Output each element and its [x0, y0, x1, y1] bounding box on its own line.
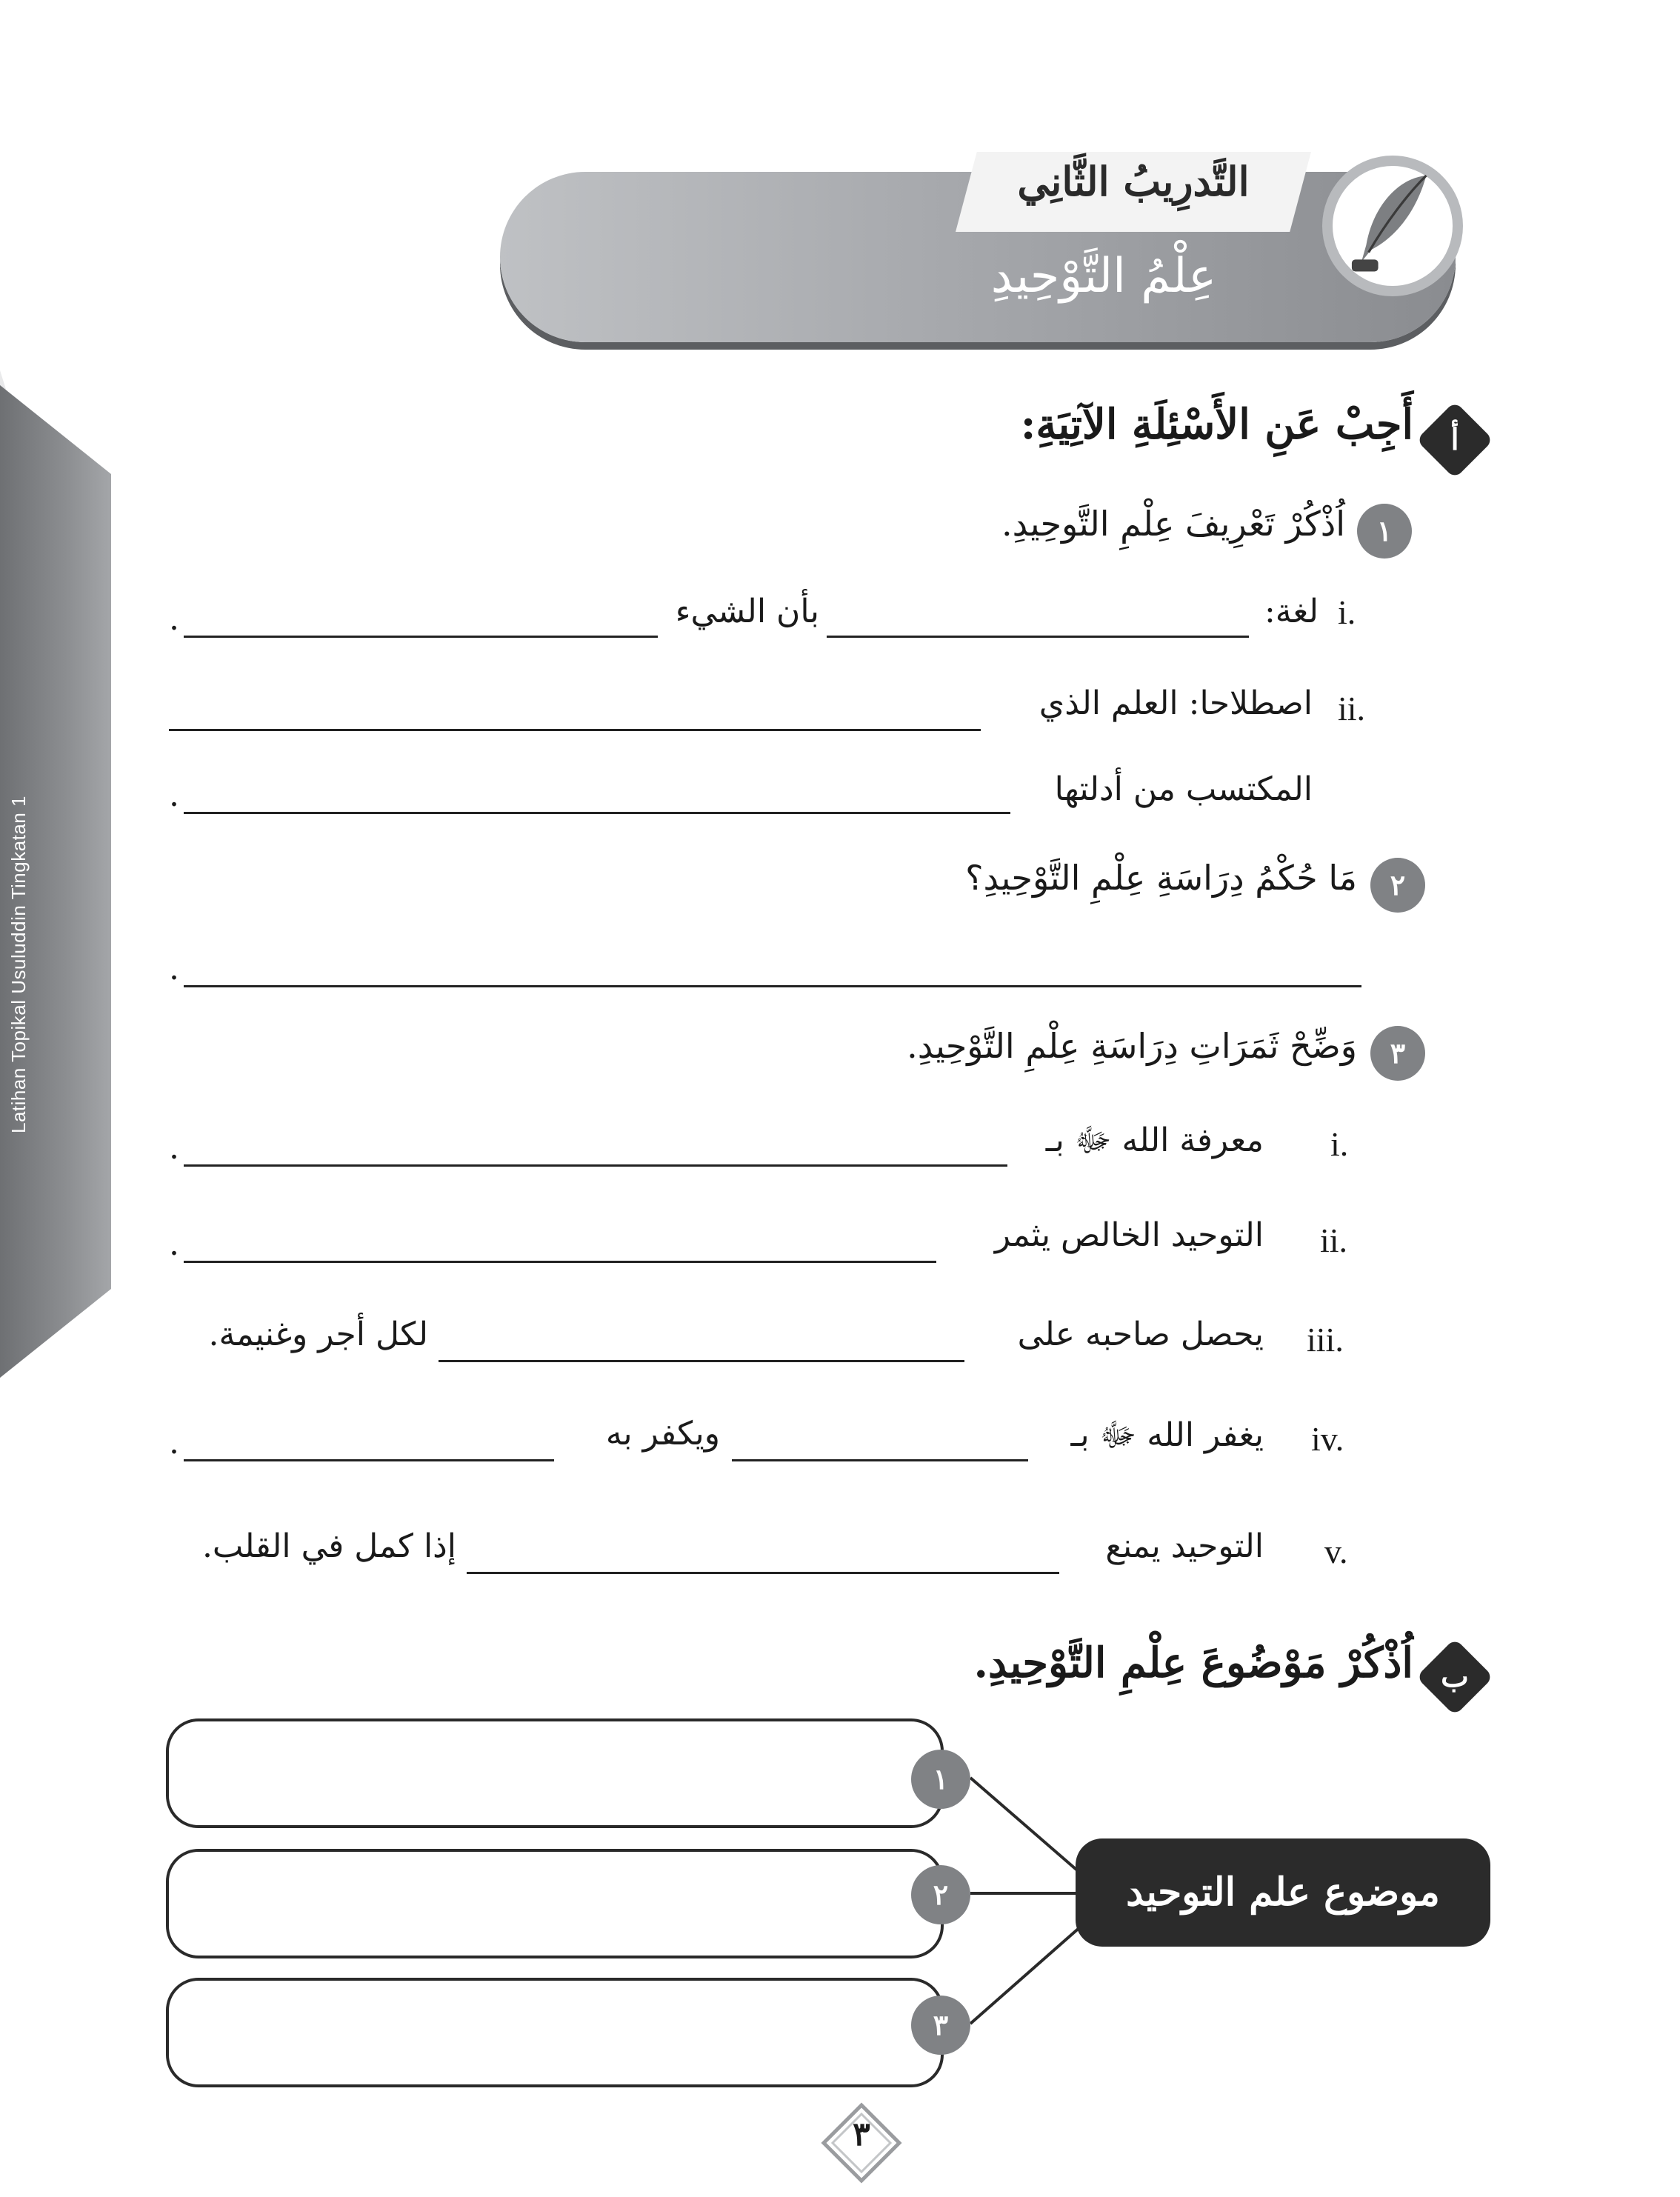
period: .: [169, 950, 179, 987]
period: .: [169, 1129, 179, 1167]
answer-box-1[interactable]: [166, 1718, 944, 1828]
period: .: [169, 600, 179, 638]
q3-iv-middle: ويكفر به: [605, 1415, 720, 1453]
question-2-text: مَا حُكْمُ دِرَاسَةِ عِلْمِ التَّوْحِيدِ؟: [965, 858, 1357, 898]
q1-i-label: i.: [1338, 593, 1356, 631]
exercise-tag-text: التَّدرِيبُ الثَّانِي: [1017, 158, 1250, 205]
q3-v-text: التوحيد يمنع: [1105, 1527, 1264, 1565]
q1-ii-prefix: اصطلاحا: العلم الذي: [1039, 684, 1313, 722]
box-2-number: ٢: [911, 1865, 970, 1924]
topic-label: موضوع علم التوحيد: [1076, 1838, 1490, 1947]
box-1-number: ١: [911, 1750, 970, 1809]
period: .: [169, 1225, 179, 1263]
section-a-title: أَجِبْ عَنِ الأَسْئِلَةِ الآتِيَةِ:: [1020, 400, 1413, 449]
question-3-number: ٣: [1370, 1026, 1425, 1081]
section-b-title: اُذْكُرْ مَوْضُوعَ عِلْمِ التَّوْحِيدِ.: [973, 1638, 1413, 1687]
q1-ii-label: ii.: [1338, 690, 1366, 727]
answer-box-2[interactable]: [166, 1849, 944, 1958]
page-title: عِلْمُ التَّوْحِيدِ: [990, 249, 1217, 304]
box-3-number: ٣: [911, 1996, 970, 2055]
q3-iv-label: iv.: [1311, 1420, 1344, 1458]
q3-iv-text: يغفر الله ﷻ بـ: [1070, 1416, 1264, 1454]
answer-box-3[interactable]: [166, 1978, 944, 2087]
page-number: ٣: [853, 2116, 870, 2153]
q3-ii-label: ii.: [1320, 1221, 1348, 1259]
sidebar-text: Latihan Topikal Usuluddin Tingkatan 1: [7, 796, 30, 1133]
question-2-number: ٢: [1370, 858, 1425, 913]
q3-iii-label: iii.: [1307, 1321, 1344, 1358]
section-b-letter: ب: [1441, 1659, 1469, 1694]
q3-iii-text: يحصل صاحبه على: [1017, 1316, 1264, 1353]
q3-v-label: v.: [1324, 1533, 1348, 1570]
q3-i-text: معرفة الله ﷻ بـ: [1045, 1121, 1264, 1159]
q1-i-prefix: لغة:: [1264, 593, 1319, 630]
q3-v-end: إذا كمل في القلب.: [201, 1527, 456, 1565]
q1-ii-line2: المكتسب من أدلتها: [1054, 770, 1313, 808]
period: .: [169, 776, 179, 814]
question-3-text: وَضِّحْ ثَمَرَاتِ دِرَاسَةِ عِلْمِ التَّوْحِيدِ.: [907, 1026, 1357, 1066]
question-1-number: ١: [1357, 504, 1412, 559]
q3-i-label: i.: [1330, 1125, 1349, 1163]
q1-i-middle: بأن الشيء: [675, 593, 819, 630]
section-a-letter: أ: [1450, 422, 1459, 457]
q3-iii-end: لكل أجر وغنيمة.: [208, 1316, 428, 1353]
period: .: [169, 1424, 179, 1461]
q3-ii-text: التوحيد الخالص يثمر: [994, 1216, 1264, 1254]
question-1-text: اُذْكُرْ تَعْرِيفَ عِلْمِ التَّوحِيدِ.: [1001, 504, 1345, 544]
